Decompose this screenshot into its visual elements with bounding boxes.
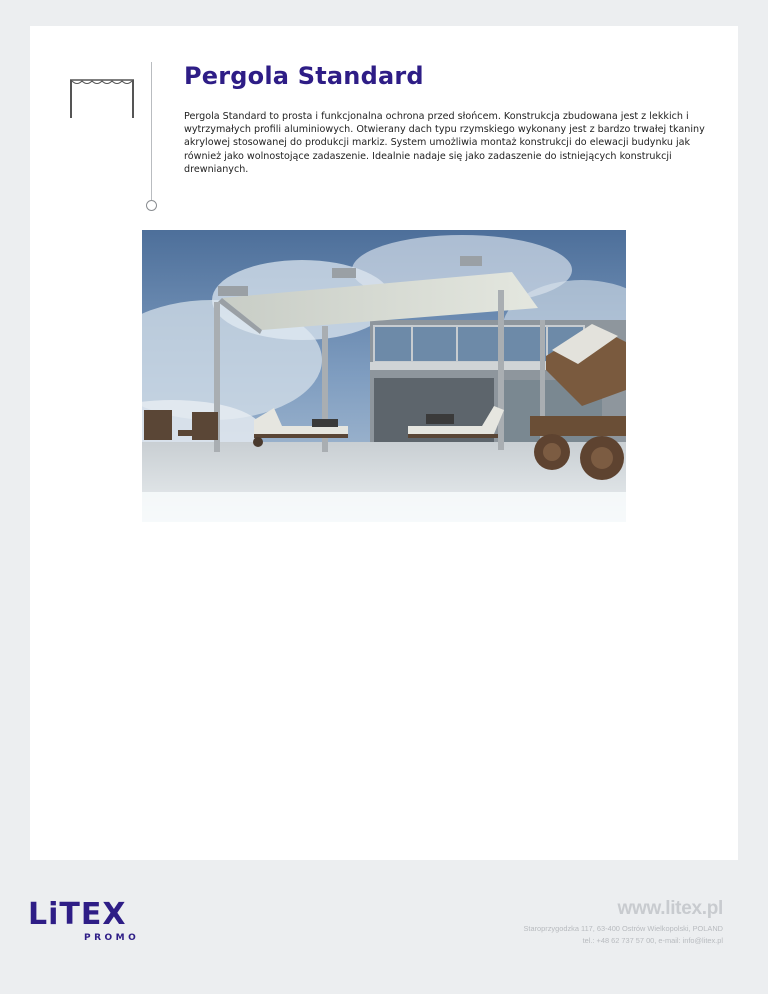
footer-website[interactable]: www.litex.pl [617, 898, 723, 919]
product-title: Pergola Standard [184, 62, 424, 90]
litex-logo [28, 898, 152, 944]
footer-address: Staroprzygodzka 117, 63-400 Ostrów Wielkopolski, POLAND [523, 924, 723, 933]
product-description: Pergola Standard to prosta i funkcjonalna ochrona przed słońcem. Konstrukcja zbudowana jest z lekkich i wytrzymałych profili aluminiowych. Otwierany dach typu rzymskiego wykonany jest z bardzo trwałej tkaniny akrylowej stosowanej do produkcji markiz. System umożliwia montaż konstrukcji do elewacji budynku jak również jako wolnostojące zadaszenie. Idealnie nadaje się jako zadaszenie do istniejących konstrukcji drewnianych. [184, 111, 705, 175]
pergola-photo [142, 230, 626, 522]
document-page [30, 26, 738, 860]
footer-contact: tel.: +48 62 737 57 00, e-mail: info@litex.pl [582, 936, 723, 945]
divider-end-circle [146, 200, 157, 211]
pergola-icon [68, 74, 136, 122]
vertical-divider [151, 62, 152, 200]
svg-text:LiTEX: LiTEX [28, 898, 127, 932]
svg-text:PROMO: PROMO [84, 933, 140, 943]
